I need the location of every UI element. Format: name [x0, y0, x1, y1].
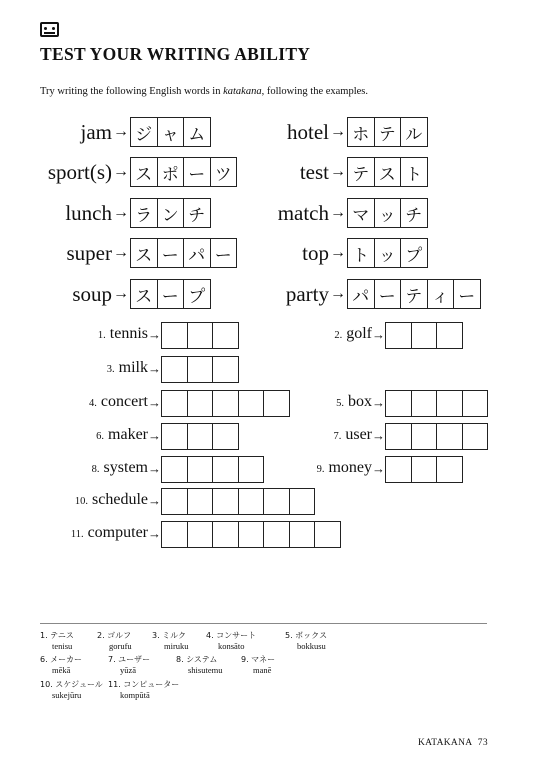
arrow-icon: →	[330, 285, 346, 302]
exercise-number: 3.	[106, 364, 115, 375]
answer-item	[241, 655, 275, 675]
exercise-label	[40, 487, 148, 515]
answer-katakana: 10. スケジュール	[40, 680, 103, 689]
katakana-box: ス	[375, 158, 402, 186]
exercise-row	[40, 322, 239, 348]
katakana-box: ー	[158, 239, 185, 267]
answer-box[interactable]	[264, 489, 290, 514]
exercise-number: 4.	[89, 398, 97, 409]
arrow-icon: →	[113, 123, 129, 140]
answer-box-row	[161, 423, 239, 450]
arrow-icon: →	[113, 244, 129, 261]
katakana-box: パ	[184, 239, 211, 267]
answer-box[interactable]	[239, 457, 264, 482]
answer-box[interactable]	[463, 391, 488, 416]
katakana-box: ー	[184, 158, 211, 186]
arrow-icon: →	[148, 493, 161, 508]
answer-box[interactable]	[162, 323, 188, 348]
katakana-box-row	[130, 117, 211, 147]
answer-romaji: miruku	[164, 641, 189, 651]
exercise-label	[300, 389, 372, 417]
exercise-label	[40, 355, 148, 383]
answer-box[interactable]	[213, 391, 239, 416]
answer-box[interactable]	[188, 489, 214, 514]
arrow-icon: →	[148, 461, 161, 476]
katakana-box-row	[130, 279, 211, 309]
page-title: TEST YOUR WRITING ABILITY	[40, 44, 311, 64]
example-word: top	[302, 241, 329, 265]
katakana-box: パ	[348, 280, 375, 308]
answer-box[interactable]	[188, 424, 214, 449]
answer-box[interactable]	[437, 391, 463, 416]
katakana-box-row	[130, 157, 237, 187]
answer-katakana: 6. メーカー	[40, 655, 83, 664]
answer-romaji: sukejūru	[52, 690, 82, 700]
example-row	[258, 157, 428, 187]
katakana-box: ホ	[348, 118, 375, 146]
katakana-box: ト	[405, 164, 423, 185]
example-word: sport(s)	[47, 160, 112, 184]
answer-box[interactable]	[188, 391, 214, 416]
answer-box[interactable]	[239, 489, 265, 514]
exercise-label	[40, 455, 148, 483]
katakana-box: プ	[405, 245, 423, 266]
katakana-box-row	[347, 238, 428, 268]
katakana-box: ー	[214, 245, 232, 266]
example-word: soup	[72, 282, 112, 306]
exercise-label	[40, 520, 148, 548]
example-row	[40, 117, 211, 147]
exercise-number: 11.	[70, 529, 84, 540]
answer-item	[152, 631, 189, 651]
exercise-word: tennis	[109, 325, 148, 342]
answer-romaji: tenisu	[52, 641, 73, 651]
exercise-number: 9.	[316, 464, 325, 475]
exercise-label	[300, 455, 372, 483]
example-row	[258, 279, 481, 309]
exercise-word: money	[328, 459, 372, 476]
answer-katakana: 1. テニス	[40, 631, 74, 640]
answer-box[interactable]	[386, 457, 412, 482]
katakana-box: ッ	[375, 199, 402, 227]
katakana-box: ィ	[428, 280, 455, 308]
example-word: test	[299, 160, 329, 184]
answer-box[interactable]	[412, 391, 438, 416]
exercise-number: 8.	[91, 464, 100, 475]
answer-box[interactable]	[188, 457, 214, 482]
answer-katakana: 5. ボックス	[285, 631, 328, 640]
katakana-box: ス	[131, 280, 158, 308]
katakana-box: ス	[131, 158, 158, 186]
answer-box[interactable]	[213, 457, 239, 482]
arrow-icon: →	[330, 123, 346, 140]
exercise-row	[300, 322, 463, 348]
exercise-word: concert	[100, 393, 148, 410]
exercise-word: system	[103, 459, 148, 476]
exercise-word: user	[345, 426, 372, 443]
katakana-box: ム	[188, 124, 206, 145]
example-word: match	[277, 201, 329, 225]
answer-box[interactable]	[412, 323, 438, 348]
answer-divider	[40, 623, 487, 624]
exercise-number: 10.	[74, 496, 89, 507]
answer-katakana: 2. ゴルフ	[97, 631, 132, 640]
katakana-box: ャ	[158, 118, 185, 146]
answer-box[interactable]	[162, 489, 188, 514]
example-word: jam	[80, 120, 112, 144]
answer-box[interactable]	[188, 323, 214, 348]
answer-box-row	[161, 322, 239, 349]
answer-box[interactable]	[213, 424, 238, 449]
exercise-label	[40, 422, 148, 450]
answer-item	[97, 631, 132, 651]
answer-item	[285, 631, 327, 651]
arrow-icon: →	[148, 361, 161, 376]
katakana-box: テ	[348, 158, 375, 186]
exercise-label	[40, 389, 148, 417]
answer-box[interactable]	[412, 424, 438, 449]
example-word: super	[66, 241, 112, 265]
exercise-word: maker	[108, 426, 148, 443]
answer-item	[176, 655, 222, 675]
katakana-box: ー	[158, 280, 185, 308]
answer-box-row	[161, 356, 239, 383]
answer-box[interactable]	[188, 357, 214, 382]
arrow-icon: →	[372, 461, 385, 476]
katakana-box-row	[347, 117, 428, 147]
answer-box-row	[385, 423, 488, 450]
example-word: lunch	[65, 201, 112, 225]
answer-item	[40, 655, 82, 675]
katakana-box: マ	[348, 199, 375, 227]
answer-katakana: 9. マネー	[241, 655, 276, 664]
katakana-box: ッ	[375, 239, 402, 267]
answer-box-row	[385, 390, 488, 417]
katakana-box-row	[347, 157, 428, 187]
example-row	[40, 238, 237, 268]
exercise-number: 7.	[333, 431, 342, 442]
answer-item	[108, 655, 150, 675]
answer-romaji: yūzā	[120, 665, 137, 675]
katakana-box: ル	[405, 124, 423, 145]
answer-box[interactable]	[437, 457, 462, 482]
answer-romaji: kompūtā	[120, 690, 150, 700]
example-row	[258, 238, 428, 268]
arrow-icon: →	[330, 163, 346, 180]
answer-romaji: bokkusu	[297, 641, 326, 651]
answer-item	[108, 680, 179, 700]
exercise-label	[40, 321, 148, 349]
katakana-box: ジ	[131, 118, 158, 146]
katakana-box: ー	[458, 286, 476, 307]
example-row	[258, 117, 428, 147]
answer-katakana: 7. ユーザー	[108, 655, 151, 664]
answer-romaji: mēkā	[52, 665, 71, 675]
answer-box[interactable]	[162, 522, 188, 547]
answer-box-row	[161, 521, 341, 548]
answer-box[interactable]	[162, 457, 188, 482]
answer-box-row	[161, 390, 290, 417]
answer-box[interactable]	[188, 522, 214, 547]
example-word: hotel	[287, 120, 329, 144]
answer-box[interactable]	[264, 522, 290, 547]
answer-box[interactable]	[412, 457, 438, 482]
exercise-number: 1.	[97, 330, 106, 341]
answer-box[interactable]	[239, 522, 265, 547]
answer-romaji: shisutemu	[188, 665, 223, 675]
arrow-icon: →	[372, 327, 385, 342]
katakana-box: テ	[375, 118, 402, 146]
answer-box[interactable]	[315, 522, 340, 547]
katakana-box: ト	[348, 239, 375, 267]
answer-box[interactable]	[437, 424, 463, 449]
answer-katakana: 4. コンサート	[206, 631, 257, 640]
answer-box[interactable]	[264, 391, 289, 416]
answer-romaji: konsāto	[218, 641, 245, 651]
arrow-icon: →	[113, 285, 129, 302]
answer-box[interactable]	[386, 323, 412, 348]
example-row	[40, 157, 237, 187]
arrow-icon: →	[148, 526, 161, 541]
answer-romaji: gorufu	[109, 641, 132, 651]
exercise-word: schedule	[92, 491, 148, 508]
example-word: party	[285, 282, 329, 306]
answer-box[interactable]	[290, 522, 316, 547]
answer-box[interactable]	[213, 323, 238, 348]
answer-romaji: manē	[253, 665, 272, 675]
answer-box-row	[161, 488, 315, 515]
katakana-box-row	[130, 198, 211, 228]
answer-item	[40, 631, 74, 651]
katakana-box: チ	[188, 205, 206, 226]
cassette-tape-icon	[40, 22, 59, 37]
arrow-icon: →	[372, 428, 385, 443]
exercise-number: 6.	[96, 431, 105, 442]
katakana-box-row	[347, 198, 428, 228]
answer-box[interactable]	[162, 357, 188, 382]
exercise-number: 5.	[336, 398, 344, 409]
answer-box[interactable]	[239, 391, 265, 416]
katakana-box: ツ	[214, 164, 232, 185]
answer-box[interactable]	[213, 522, 239, 547]
katakana-box: ラ	[131, 199, 158, 227]
exercise-row	[300, 390, 488, 416]
exercise-label	[300, 422, 372, 450]
katakana-box: テ	[401, 280, 428, 308]
answer-item	[206, 631, 256, 651]
exercise-label	[300, 321, 372, 349]
exercise-row	[40, 456, 264, 482]
answer-katakana: 8. システム	[176, 655, 218, 664]
arrow-icon: →	[330, 244, 346, 261]
exercise-row	[40, 521, 341, 547]
arrow-icon: →	[330, 204, 346, 221]
exercise-row	[300, 423, 488, 449]
answer-box[interactable]	[437, 323, 462, 348]
exercise-number: 2.	[334, 330, 343, 341]
answer-box[interactable]	[213, 357, 238, 382]
katakana-box: ポ	[158, 158, 185, 186]
arrow-icon: →	[113, 163, 129, 180]
exercise-word: box	[348, 393, 372, 410]
answer-box-row	[161, 456, 264, 483]
answer-box[interactable]	[463, 424, 488, 449]
katakana-box: ー	[375, 280, 402, 308]
arrow-icon: →	[372, 395, 385, 410]
exercise-word: golf	[346, 325, 372, 342]
katakana-box: プ	[188, 286, 206, 307]
katakana-box: チ	[405, 205, 423, 226]
answer-box[interactable]	[386, 391, 412, 416]
arrow-icon: →	[148, 327, 161, 342]
answer-box-row	[385, 322, 463, 349]
answer-box[interactable]	[162, 391, 188, 416]
instruction-italic: katakana	[223, 86, 262, 97]
katakana-box: ン	[158, 199, 185, 227]
exercise-row	[40, 423, 239, 449]
arrow-icon: →	[113, 204, 129, 221]
answer-box-row	[385, 456, 463, 483]
page-footer	[418, 738, 488, 748]
katakana-box-row	[130, 238, 237, 268]
arrow-icon: →	[148, 428, 161, 443]
answer-box[interactable]	[290, 489, 315, 514]
instruction-text: Try writing the following English words in katakana, following the examples.	[40, 86, 369, 97]
answer-box[interactable]	[162, 424, 188, 449]
exercise-row	[300, 456, 463, 482]
answer-katakana: 3. ミルク	[152, 631, 187, 640]
exercise-row	[40, 356, 239, 382]
page-number: 73	[477, 738, 488, 748]
exercise-row	[40, 488, 315, 514]
example-row	[258, 198, 428, 228]
example-row	[40, 279, 211, 309]
answer-katakana: 11. コンピューター	[108, 680, 180, 689]
katakana-box: ス	[131, 239, 158, 267]
answer-box[interactable]	[213, 489, 239, 514]
answer-box[interactable]	[386, 424, 412, 449]
example-row	[40, 198, 211, 228]
exercise-word: computer	[87, 524, 148, 541]
katakana-box-row	[347, 279, 481, 309]
exercise-row	[40, 390, 290, 416]
arrow-icon: →	[148, 395, 161, 410]
answer-item	[40, 680, 103, 700]
exercise-word: milk	[118, 359, 148, 376]
footer-section: KATAKANA	[418, 738, 473, 748]
